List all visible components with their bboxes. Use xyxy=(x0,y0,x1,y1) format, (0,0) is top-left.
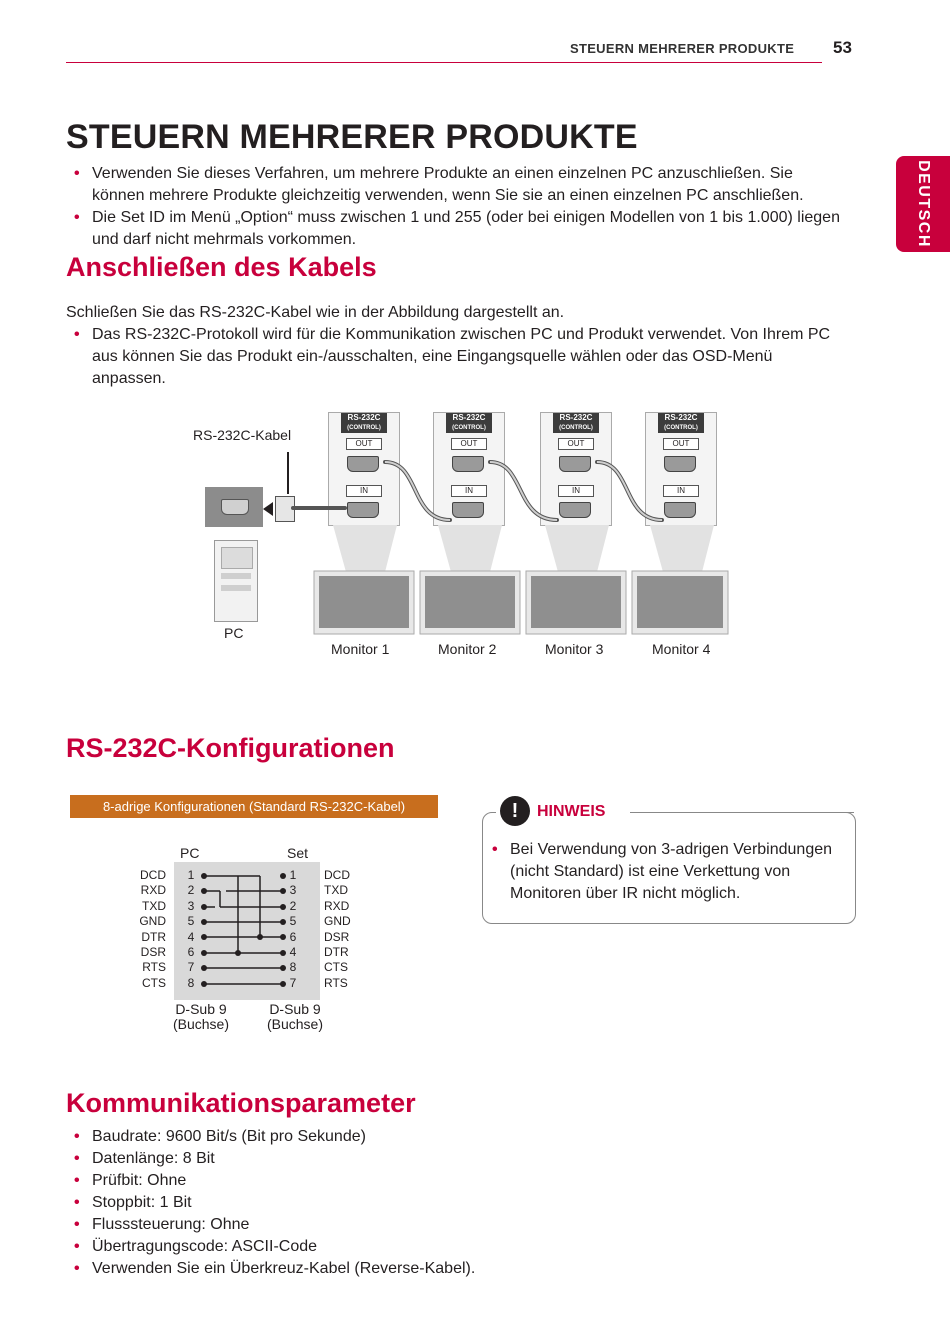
note-bullets xyxy=(484,839,844,905)
intro-bullet: • Verwenden Sie dieses Verfahren, um mehrere Produkte an einen einzelnen PC anzuschließen. Sie können mehrere Produkte gleichzeitig verwenden, wenn Sie sie an einen einzelnen PC anschließen. xyxy=(66,163,846,207)
right-signal: DCD xyxy=(324,868,350,882)
right-pin: 5 xyxy=(289,914,297,929)
left-pin: 2 xyxy=(187,883,195,898)
panel-title: RS-232C xyxy=(347,413,381,422)
left-pin: 5 xyxy=(187,914,195,929)
param-item: • Datenlänge: 8 Bit xyxy=(66,1148,846,1170)
panel-subtitle: (CONTROL) xyxy=(452,425,486,431)
right-pin: 7 xyxy=(289,975,297,990)
in-label: IN xyxy=(663,485,699,497)
left-signal: RXD xyxy=(140,883,166,898)
param-item: • Übertragungscode: ASCII-Code xyxy=(66,1236,846,1258)
section-heading-params: Kommunikationsparameter xyxy=(66,1088,416,1118)
left-signal: GND xyxy=(139,914,166,929)
param-item: • Prüfbit: Ohne xyxy=(66,1170,846,1192)
param-item: • Stoppbit: 1 Bit xyxy=(66,1192,846,1214)
right-signal: DTR xyxy=(324,945,349,960)
right-signal: GND xyxy=(324,914,351,929)
right-pin: 6 xyxy=(289,929,297,944)
cable-label: RS-232C-Kabel xyxy=(193,427,292,443)
config-bar: 8-adrige Konfigurationen (Standard RS-232C-Kabel) xyxy=(70,795,438,818)
panel-subtitle: (CONTROL) xyxy=(347,425,381,431)
in-label: IN xyxy=(451,485,487,497)
right-signal: TXD xyxy=(324,883,348,898)
language-tab-label: DEUTSCH xyxy=(915,160,932,248)
right-connector-label xyxy=(262,1002,328,1032)
pc-label: PC xyxy=(224,625,244,641)
section-heading-cable: Anschließen des Kabels xyxy=(66,252,377,282)
in-label: IN xyxy=(558,485,594,497)
panel-subtitle: (CONTROL) xyxy=(664,425,698,431)
left-signal: RTS xyxy=(142,960,166,975)
out-label: OUT xyxy=(558,438,594,450)
cable-bullet: • Das RS-232C-Protokoll wird für die Kommunikation zwischen PC und Produkt verwendet. Von Ihrem PC aus können Sie das Produkt ein-/ausschalten, eine Eingangsquelle wählen oder das OSD-Menü anpassen. xyxy=(66,324,846,390)
intro-bullet: • Die Set ID im Menü „Option“ muss zwischen 1 und 255 (oder bei einigen Modellen von 1 bis 1.000) liegen und darf nicht mehrmals vorkommen. xyxy=(66,207,846,251)
section-heading-config: RS-232C-Konfigurationen xyxy=(66,733,395,763)
running-header: STEUERN MEHRERER PRODUKTE xyxy=(570,41,795,56)
in-label: IN xyxy=(346,485,382,497)
panel-subtitle: (CONTROL) xyxy=(559,425,593,431)
left-signal: CTS xyxy=(142,975,166,990)
monitor-label: Monitor 3 xyxy=(545,641,604,657)
param-item: • Flusssteuerung: Ohne xyxy=(66,1214,846,1236)
monitor-label: Monitor 2 xyxy=(438,641,497,657)
left-connector-label xyxy=(168,1002,234,1032)
left-connector-type: (Buchse) xyxy=(172,1016,230,1032)
panel-title: RS-232C xyxy=(664,413,698,422)
right-pin: 4 xyxy=(289,945,297,960)
monitor-label: Monitor 1 xyxy=(331,641,390,657)
param-item: • Verwenden Sie ein Überkreuz-Kabel (Reverse-Kabel). xyxy=(66,1258,846,1280)
right-signal: RXD xyxy=(324,898,350,913)
out-label: OUT xyxy=(451,438,487,450)
out-label: OUT xyxy=(663,438,699,450)
cable-instruction: Schließen Sie das RS-232C-Kabel wie in der Abbildung dargestellt an. xyxy=(66,304,565,321)
left-signal: TXD xyxy=(142,898,166,913)
left-pin: 6 xyxy=(187,945,195,960)
left-pin: 4 xyxy=(187,929,195,944)
left-signal: DSR xyxy=(140,945,166,960)
set-column-header: Set xyxy=(287,845,309,861)
param-item: • Baudrate: 9600 Bit/s (Bit pro Sekunde) xyxy=(66,1126,846,1148)
right-pin: 3 xyxy=(289,883,297,898)
left-pin: 3 xyxy=(187,898,195,913)
right-signal: DSR xyxy=(324,929,350,944)
out-label: OUT xyxy=(346,438,382,450)
left-signal: DTR xyxy=(141,929,166,944)
left-pin: 1 xyxy=(187,868,195,882)
note-title: HINWEIS xyxy=(537,803,606,820)
panel-title: RS-232C xyxy=(452,413,486,422)
warning-icon: ! xyxy=(500,796,530,826)
params-bullets xyxy=(66,1126,846,1280)
note-bullet: • Bei Verwendung von 3-adrigen Verbindungen (nicht Standard) ist eine Verkettung von Monitoren über IR nicht möglich. xyxy=(484,839,844,905)
left-pin: 8 xyxy=(187,975,195,990)
right-signal: CTS xyxy=(324,960,348,975)
pc-column-header: PC xyxy=(180,845,200,861)
right-pin: 8 xyxy=(289,960,297,975)
right-pin: 2 xyxy=(289,898,297,913)
left-signal: DCD xyxy=(140,868,166,882)
page-title: STEUERN MEHRERER PRODUKTE xyxy=(66,118,638,156)
right-connector-type: (Buchse) xyxy=(266,1016,324,1032)
monitor-label: Monitor 4 xyxy=(652,641,711,657)
right-connector-name: D-Sub 9 xyxy=(269,1001,321,1017)
right-signal: RTS xyxy=(324,975,348,990)
right-pin: 1 xyxy=(289,868,297,882)
panel-title: RS-232C xyxy=(559,413,593,422)
left-pin: 7 xyxy=(187,960,195,975)
left-connector-name: D-Sub 9 xyxy=(175,1001,227,1017)
page-number: 53 xyxy=(833,38,852,57)
